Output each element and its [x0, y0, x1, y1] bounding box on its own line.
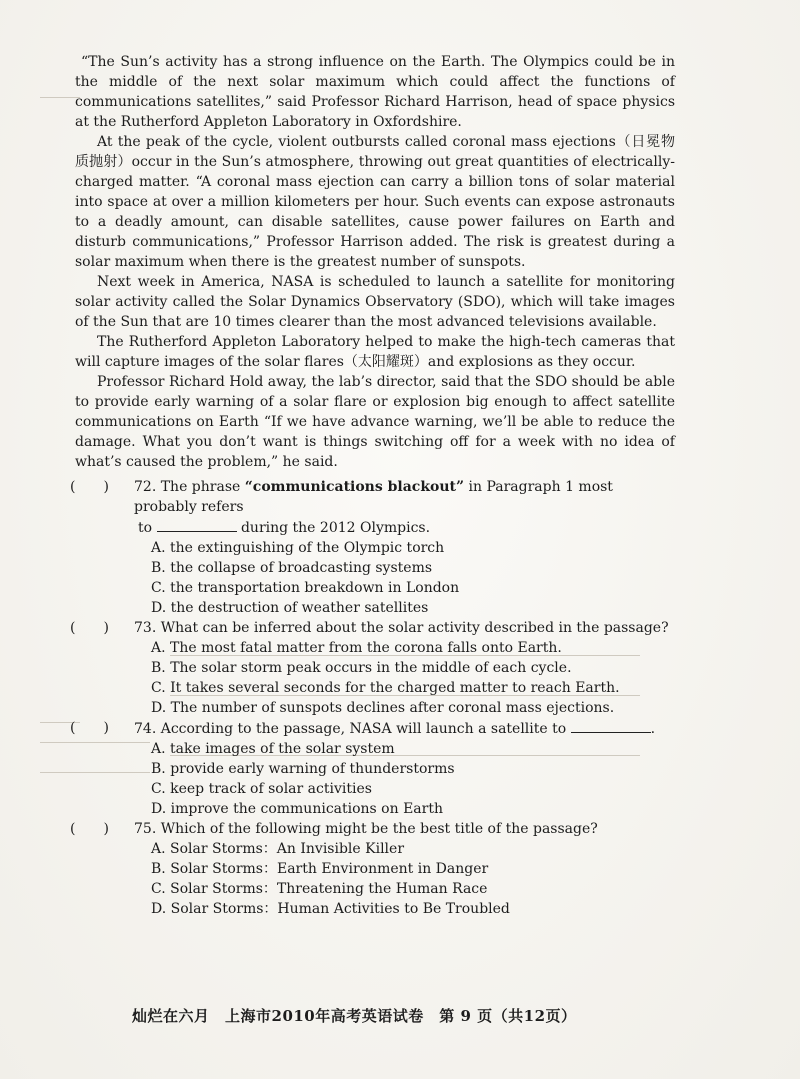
paragraph-1: “The Sun’s activity has a strong influence on the Earth. The Olympics could be in the middle of the next solar maximum which could affect the functions of communications satellites,” said Professor Richard Harrison, head of space physics at the Rutherford Appleton Laboratory in Oxfordshire.: [75, 54, 675, 130]
option-d[interactable]: D. Solar Storms：Human Activities to Be Troubled: [151, 901, 510, 917]
option-d[interactable]: D. improve the communications on Earth: [151, 801, 443, 817]
fill-blank[interactable]: [157, 517, 237, 532]
question-list: [70, 477, 680, 919]
question-stem: 72. The phrase: [134, 479, 245, 495]
question-stem-end: in Paragraph 1 most probably refers: [134, 479, 613, 515]
question-74: [70, 718, 680, 819]
option-a[interactable]: A. The most fatal matter from the corona falls onto Earth.: [151, 640, 562, 656]
question-stem: 73. What can be inferred about the solar activity described in the passage?: [134, 620, 669, 636]
paragraph-4: The Rutherford Appleton Laboratory helped to make the high-tech cameras that will capture images of the solar flares（太阳耀斑）and explosions as they occur.: [75, 334, 675, 370]
option-d[interactable]: D. the destruction of weather satellites: [151, 600, 429, 616]
option-c[interactable]: C. keep track of solar activities: [151, 781, 372, 797]
answer-blank[interactable]: ( ): [70, 720, 109, 736]
question-73: [70, 618, 680, 718]
option-c[interactable]: C. It takes several seconds for the charged matter to reach Earth.: [151, 680, 620, 696]
fill-blank[interactable]: [571, 718, 651, 733]
option-b[interactable]: B. provide early warning of thunderstorms: [151, 761, 455, 777]
option-d[interactable]: D. The number of sunspots declines after coronal mass ejections.: [151, 700, 615, 716]
option-a[interactable]: A. take images of the solar system: [151, 741, 395, 757]
option-a[interactable]: A. the extinguishing of the Olympic torch: [151, 540, 445, 556]
paragraph-2: At the peak of the cycle, violent outbursts called coronal mass ejections（日冕物质抛射）occur in the Sun’s atmosphere, throwing out great quantities of electrically-charged matter. “A coronal mass ejection can carry a billion tons of solar material into space at over a million kilometers per hour. Such events can expose astronauts to a deadly amount, can disable satellites, cause power failures on Earth and disturb communications,” Professor Harrison added. The risk is greatest during a solar maximum when there is the greatest number of sunspots.: [75, 134, 675, 270]
paragraph-5: Professor Richard Hold away, the lab’s director, said that the SDO should be able to provide early warning of a solar flare or explosion big enough to affect satellite communications on Earth “If we have advance warning, we’ll be able to reduce the damage. What you don’t want is things switching off for a week with no idea of what’s caused the problem,” he said.: [75, 374, 675, 470]
reading-passage: [75, 52, 675, 472]
bleed-line: [40, 97, 80, 98]
answer-blank[interactable]: ( ): [70, 479, 109, 495]
answer-blank[interactable]: ( ): [70, 620, 109, 636]
question-stem: 75. Which of the following might be the best title of the passage?: [134, 821, 598, 837]
option-a[interactable]: A. Solar Storms：An Invisible Killer: [151, 841, 405, 857]
option-c[interactable]: C. the transportation breakdown in London: [151, 580, 460, 596]
question-75: [70, 819, 680, 919]
page-footer: 灿烂在六月 上海市2010年高考英语试卷 第 9 页（共12页）: [132, 1007, 577, 1025]
option-b[interactable]: B. The solar storm peak occurs in the middle of each cycle.: [151, 660, 572, 676]
question-stem: 74. According to the passage, NASA will launch a satellite to: [134, 721, 571, 737]
question-cont-end: during the 2012 Olympics.: [236, 520, 431, 536]
highlighted-phrase: “communications blackout”: [244, 479, 465, 495]
option-b[interactable]: B. the collapse of broadcasting systems: [151, 560, 433, 576]
answer-blank[interactable]: ( ): [70, 821, 109, 837]
option-c[interactable]: C. Solar Storms：Threatening the Human Race: [151, 881, 488, 897]
question-end: .: [650, 721, 656, 737]
option-b[interactable]: B. Solar Storms：Earth Environment in Danger: [151, 861, 489, 877]
question-72: [70, 477, 680, 618]
paragraph-3: Next week in America, NASA is scheduled to launch a satellite for monitoring solar activity called the Solar Dynamics Observatory (SDO), which will take images of the Sun that are 10 times clearer than the most advanced televisions available.: [75, 274, 675, 330]
question-cont: to: [138, 520, 157, 536]
